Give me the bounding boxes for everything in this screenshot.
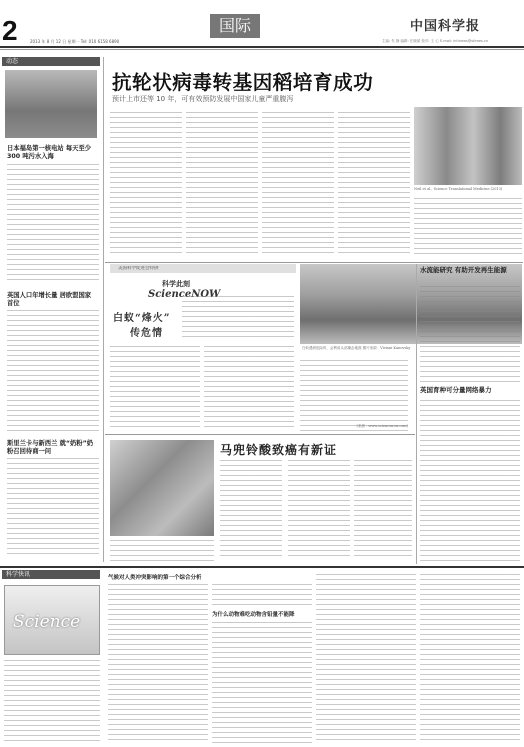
section-tab: 国际 (210, 14, 260, 38)
termite-headline-2: 传危情 (130, 328, 163, 339)
termite-source: (来源 : www.sciencenow.com) (356, 424, 408, 428)
sidebar-tag: 动态 (2, 57, 100, 66)
main-col1 (110, 112, 182, 254)
potato-col2 (288, 460, 350, 560)
termite-col1 (110, 346, 200, 430)
header-info: 主编: 朱 静 编辑: 任晓斌 校对: 王 心 E-mail: intlnews@stimes.cn (382, 39, 489, 43)
bottom-story-title: 气候对人类冲突影响的第一个综合分析 (108, 575, 202, 581)
termite-headline-1: 白蚁“烽火” (113, 313, 171, 324)
bottom-section-title: 为什么动物难吃动物含铅量不能降 (212, 612, 295, 618)
science-now-title-cn: 科学此刻 (162, 279, 190, 288)
termite-photo-caption: 白蚁遇到危险时，会利用头部撞击地面 图片来源：Viviani Kanovsky (302, 346, 411, 350)
bottom-col2b (212, 622, 312, 744)
termite-body-top (182, 296, 294, 340)
date-line: 2013 年 8 月 12 日 星期一 Tel: 010 6158 6890 (30, 39, 120, 44)
potato-col3 (354, 460, 412, 560)
header-rule-thin (0, 49, 524, 50)
sidebar-story1-title: 日本福岛第一核电站 每天至少 300 吨污水入海 (7, 145, 92, 160)
main-col4 (338, 112, 410, 254)
main-col5 (414, 198, 522, 256)
sidebar-photo (5, 70, 97, 138)
bottom-col0 (4, 660, 100, 744)
termite-col3 (300, 360, 408, 432)
masthead: 中国科学报 (410, 19, 481, 34)
potato-col0 (110, 540, 214, 564)
header-rule (0, 46, 524, 48)
sidebar-story2-title: 英国人口年增长量 居欧盟国家首位 (7, 292, 92, 307)
sidebar-divider (103, 57, 104, 562)
sidebar-story1-body (7, 164, 99, 284)
bottom-col4 (420, 574, 520, 744)
right-story1-body (420, 286, 520, 382)
potato-headline: 马兜铃酸致癌有新证 (220, 443, 338, 457)
right-story1-title: 水流能研究 有助开发再生能源 (420, 266, 507, 274)
plant-photo (110, 440, 214, 536)
bottom-col3 (316, 574, 416, 744)
right-col-divider (416, 264, 417, 564)
termite-col2 (204, 346, 294, 430)
rice-photo (414, 107, 522, 185)
section-divider (105, 262, 523, 263)
main-col3 (262, 112, 334, 254)
main-subheadline: 预计上市还等 10 年，可有效预防发展中国家儿童严重腹泻 (112, 95, 294, 103)
science-cover-image: Science (4, 585, 100, 655)
bottom-col2a (212, 584, 312, 606)
main-headline: 抗轮状病毒转基因稻培育成功 (112, 71, 374, 94)
potato-divider (105, 434, 415, 435)
science-now-title-en: ScienceNOW (148, 289, 221, 300)
sidebar-story3-title: 斯里兰卡与新西兰 就“奶粉”奶粉召回待商一问 (7, 440, 94, 455)
right-story2-body (420, 400, 520, 562)
science-now-label: 美国科学促进会特供 (118, 266, 159, 271)
bottom-tag: 科学快讯 (2, 570, 100, 579)
page-number: 2 (2, 15, 18, 46)
rice-photo-caption: Neil et al., Science Translational Medicine (2013) (414, 187, 503, 191)
bottom-col1 (108, 584, 208, 744)
potato-col1 (220, 460, 282, 560)
main-col2 (186, 112, 258, 254)
right-story2-title: 英国育种可分量网络暴力 (420, 386, 492, 394)
sidebar-story3-body (7, 458, 99, 558)
sidebar-story2-body (7, 310, 99, 435)
bottom-rule (0, 566, 524, 568)
